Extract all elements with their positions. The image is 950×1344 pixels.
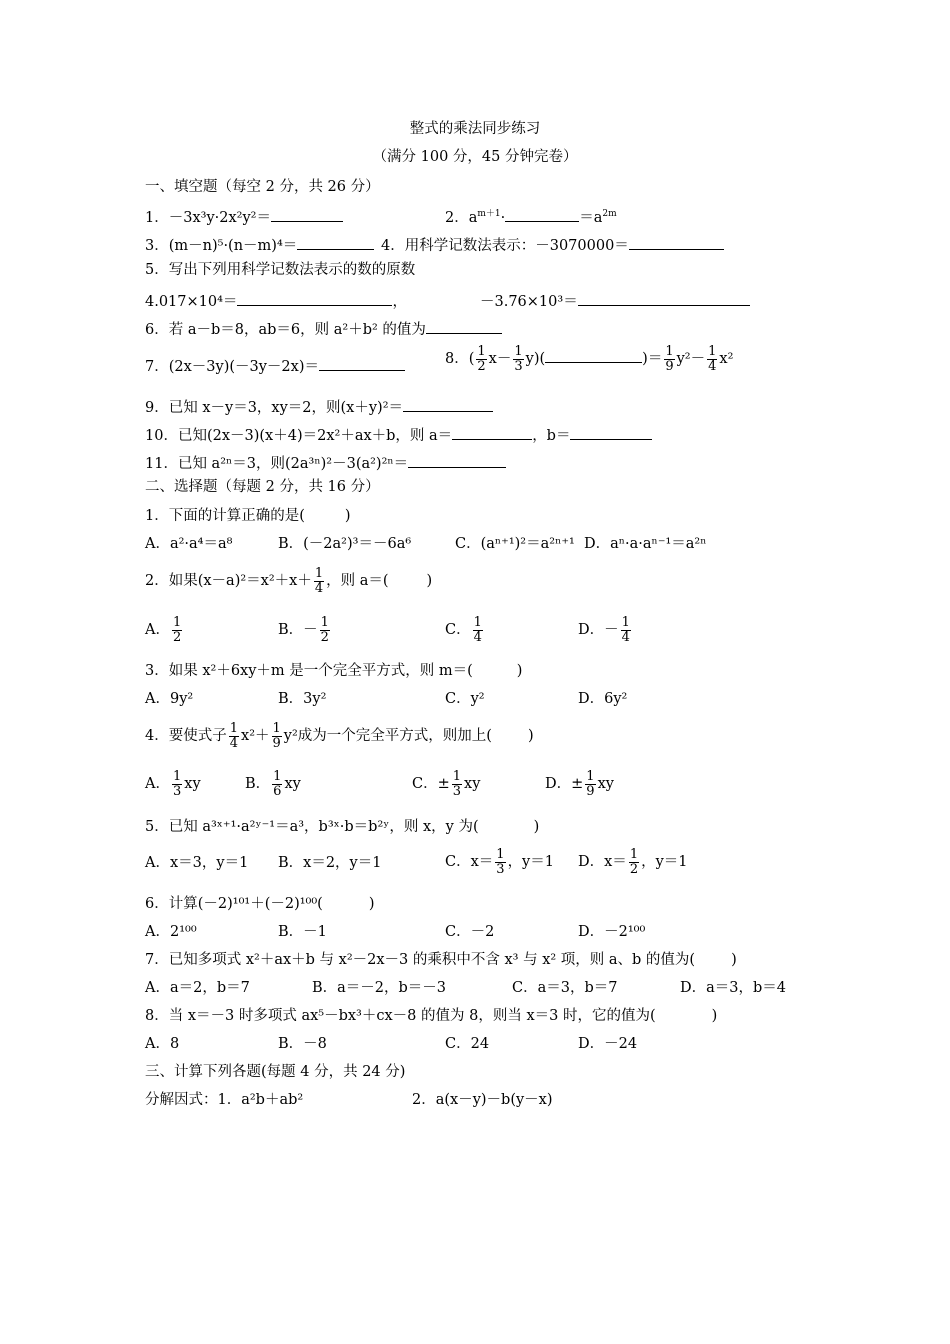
answer-blank[interactable] <box>426 319 502 334</box>
s3-q2: 2．a(x－y)－b(y－x) <box>412 1092 553 1108</box>
s1-q2: 2．$a^{m+1}\cdot =a^{2m}$ <box>445 209 617 226</box>
s2-q8-option-c[interactable]: C．24 <box>445 1036 490 1052</box>
s1-q11: 11．已知 a²ⁿ＝3，则(2a³ⁿ)²－3(a²)²ⁿ＝ <box>145 453 506 472</box>
answer-blank[interactable] <box>570 425 652 440</box>
section3-heading: 三、计算下列各题(每题 4 分，共 24 分) <box>145 1064 406 1080</box>
answer-blank[interactable] <box>629 235 724 250</box>
s2-q1-option-a[interactable]: A．a²·a⁴＝a⁸ <box>145 536 233 552</box>
answer-blank[interactable] <box>452 425 532 440</box>
s2-q6: 6．计算(－2)¹⁰¹＋(－2)¹⁰⁰( ) <box>145 896 375 912</box>
s1-q9: 9．已知 x－y＝3，xy＝2，则(x＋y)²＝ <box>145 397 493 416</box>
s1-q5a: 4.017×10⁴＝ ， <box>145 291 407 310</box>
s2-q7-option-b[interactable]: B．a＝－2，b＝－3 <box>312 980 447 996</box>
s2-q1-option-b[interactable]: B．(－2a²)³＝－6a⁶ <box>278 536 412 552</box>
s2-q3-option-d[interactable]: D．6y² <box>578 691 628 707</box>
s1-q5: 5．写出下列用科学记数法表示的数的原数 <box>145 262 416 278</box>
s1-q1: 1．－3x³y·2x²y²＝ <box>145 207 343 226</box>
s2-q5: 5．已知 a³ˣ⁺¹·a²ʸ⁻¹＝a³，b³ˣ·b＝b²ʸ，则 x，y 为( ) <box>145 819 540 835</box>
s2-q6-option-d[interactable]: D．－2¹⁰⁰ <box>578 924 646 940</box>
fraction: $\frac{1}{4}$ <box>314 566 324 596</box>
page-subtitle: （满分 100 分，45 分钟完卷） <box>372 149 578 165</box>
s2-q4-option-d[interactable]: D．± $\frac{1}{9}$ xy <box>545 769 614 799</box>
answer-blank[interactable] <box>505 207 579 222</box>
s2-q1-option-c[interactable]: C．(aⁿ⁺¹)²＝a²ⁿ⁺¹ <box>455 536 575 552</box>
fraction: $\frac{1}{9}$ <box>272 721 281 751</box>
s2-q5-option-b[interactable]: B．x＝2，y＝1 <box>278 855 382 871</box>
s2-q7: 7．已知多项式 x²＋ax＋b 与 x²－2x－3 的乘积中不含 x³ 与 x² 项，则 a、b 的值为( ) <box>145 952 737 968</box>
s2-q5-option-a[interactable]: A．x＝3，y＝1 <box>145 855 249 871</box>
answer-blank[interactable] <box>319 356 405 371</box>
page-title: 整式的乘法同步练习 <box>409 121 541 137</box>
s2-q6-option-c[interactable]: C．－2 <box>445 924 495 940</box>
s2-q5-option-d[interactable]: D．x＝ $\frac{1}{2}$ ，y＝1 <box>578 847 688 877</box>
s2-q8: 8．当 x＝－3 时多项式 ax⁵－bx³＋cx－8 的值为 8，则当 x＝3 时，它的值为( ) <box>145 1008 718 1024</box>
answer-blank[interactable] <box>578 291 750 306</box>
fraction: $\frac{1}{3}$ <box>514 344 523 374</box>
s2-q2: 2．如果(x－a)²＝x²＋x＋ $\frac{1}{4}$ ，则 a＝( ) <box>145 566 433 596</box>
fraction: $\frac{1}{4}$ <box>708 344 717 374</box>
s2-q8-option-d[interactable]: D．－24 <box>578 1036 638 1052</box>
s2-q2-option-b[interactable]: B．－ $\frac{1}{2}$ <box>278 615 329 645</box>
s1-q8: 8．( $\frac{1}{2}$ x－ $\frac{1}{3}$ y)( )＝ $\frac{1}{9}$ y²－ $\frac{1}{4}$ x² <box>445 344 734 374</box>
s2-q7-option-a[interactable]: A．a＝2，b＝7 <box>145 980 250 996</box>
s1-q6: 6．若 a－b＝8，ab＝6，则 a²＋b² 的值为 <box>145 319 502 338</box>
s3-q1: 分解因式：1．a²b＋ab² <box>145 1092 304 1108</box>
s2-q3-option-b[interactable]: B．3y² <box>278 691 327 707</box>
s2-q4-option-b[interactable]: B． $\frac{1}{6}$ xy <box>245 769 301 799</box>
s2-q2-option-a[interactable]: A． $\frac{1}{2}$ <box>145 615 182 645</box>
s2-q3-option-c[interactable]: C．y² <box>445 691 485 707</box>
s2-q2-option-d[interactable]: D．－ $\frac{1}{4}$ <box>578 615 630 645</box>
s1-q10: 10．已知(2x－3)(x＋4)＝2x²＋ax＋b，则 a＝ ，b＝ <box>145 425 652 444</box>
answer-blank[interactable] <box>237 291 392 306</box>
s2-q6-option-b[interactable]: B．－1 <box>278 924 327 940</box>
s2-q4-option-a[interactable]: A． $\frac{1}{3}$ xy <box>145 769 201 799</box>
s2-q2-option-c[interactable]: C． $\frac{1}{4}$ <box>445 615 482 645</box>
s2-q1-option-d[interactable]: D．aⁿ·a·aⁿ⁻¹＝a²ⁿ <box>584 536 707 552</box>
s2-q1: 1．下面的计算正确的是( ) <box>145 508 351 524</box>
answer-blank[interactable] <box>545 348 642 363</box>
section1-heading: 一、填空题（每空 2 分，共 26 分） <box>145 179 380 195</box>
answer-blank[interactable] <box>271 207 343 222</box>
s1-q7: 7．(2x－3y)(－3y－2x)＝ <box>145 356 405 375</box>
s2-q8-option-b[interactable]: B．－8 <box>278 1036 327 1052</box>
fraction: $\frac{1}{4}$ <box>229 721 239 751</box>
s1-q5b: －3.76×10³＝ <box>480 291 750 310</box>
s2-q7-option-c[interactable]: C．a＝3，b＝7 <box>512 980 618 996</box>
fraction: $\frac{1}{2}$ <box>477 344 486 374</box>
s2-q5-option-c[interactable]: C．x＝ $\frac{1}{3}$ ，y＝1 <box>445 847 554 877</box>
s2-q7-option-d[interactable]: D．a＝3，b＝4 <box>680 980 787 996</box>
s2-q8-option-a[interactable]: A．8 <box>145 1036 180 1052</box>
answer-blank[interactable] <box>297 235 374 250</box>
s2-q4: 4．要使式子 $\frac{1}{4}$ x²＋ $\frac{1}{9}$ y²成为一个完全平方式，则加上( ) <box>145 721 534 751</box>
fraction: $\frac{1}{9}$ <box>665 344 674 374</box>
s2-q4-option-c[interactable]: C．± $\frac{1}{3}$ xy <box>412 769 481 799</box>
section2-heading: 二、选择题（每题 2 分，共 16 分） <box>145 479 380 495</box>
s1-q4: 4．用科学记数法表示：－3070000＝ <box>381 235 724 254</box>
answer-blank[interactable] <box>408 453 506 468</box>
answer-blank[interactable] <box>403 397 493 412</box>
s1-q3: 3．(m－n)⁵·(n－m)⁴＝ <box>145 235 374 254</box>
s2-q3: 3．如果 x²＋6xy＋m 是一个完全平方式，则 m＝( ) <box>145 663 523 679</box>
s2-q6-option-a[interactable]: A．2¹⁰⁰ <box>145 924 197 940</box>
s2-q3-option-a[interactable]: A．9y² <box>145 691 194 707</box>
